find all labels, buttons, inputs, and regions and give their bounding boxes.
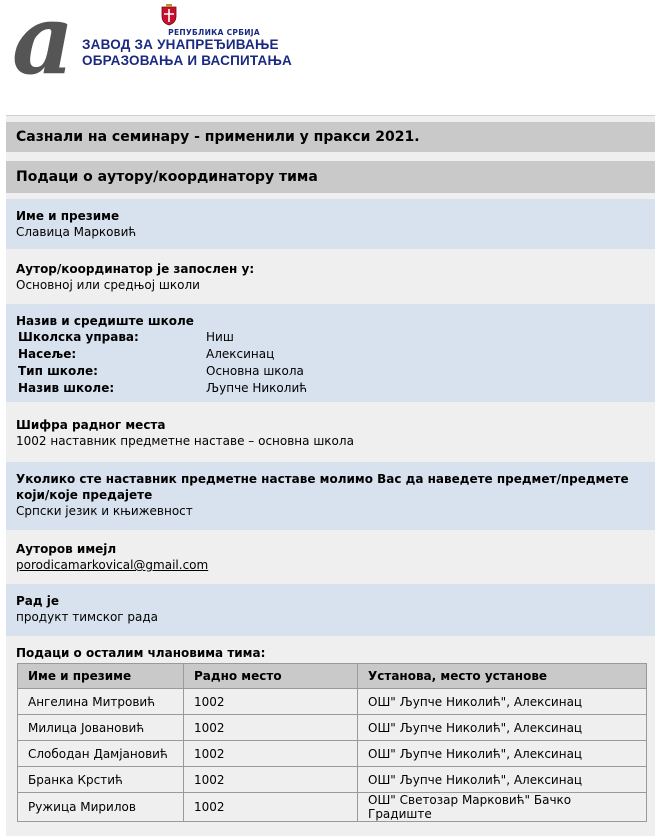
school-row-district — [16, 329, 645, 346]
member-position: 1002 — [184, 741, 358, 767]
email-block — [6, 532, 655, 582]
header-position: Радно место — [184, 664, 358, 689]
member-name: Бранка Крстић — [18, 767, 184, 793]
name-block — [6, 199, 655, 249]
member-institution: ОШ" Љупче Николић", Алексинац — [358, 689, 647, 715]
position-code-block — [6, 408, 655, 458]
header-name: Име и презиме — [18, 664, 184, 689]
logo-title-line-1: ЗАВОД ЗА УНАПРЕЂИВАЊЕ — [82, 37, 279, 52]
member-name: Ружица Мирилов — [18, 793, 184, 822]
district-value: Ниш — [206, 330, 234, 344]
member-name: Милица Јовановић — [18, 715, 184, 741]
work-type-block — [6, 584, 655, 636]
coat-of-arms-icon — [160, 4, 178, 26]
table-row — [18, 741, 647, 767]
page-title: Сазнали на семинару - применили у пракси 2021. — [6, 122, 655, 152]
email-label: Ауторов имејл — [16, 542, 117, 556]
district-label: Школска управа: — [18, 330, 139, 344]
settlement-value: Алексинац — [206, 347, 275, 361]
logo-letter: a — [12, 0, 71, 96]
school-row-type — [16, 363, 645, 380]
subject-block — [6, 462, 655, 530]
school-row-settlement — [16, 346, 645, 363]
work-type-value: продукт тимског рада — [16, 610, 159, 624]
email-link[interactable]: porodicamarkovical@gmail.com — [16, 558, 209, 572]
name-value: Славица Марковић — [16, 225, 137, 239]
header — [0, 0, 661, 100]
employment-label: Аутор/координатор је запослен у: — [16, 262, 255, 276]
position-code-label: Шифра радног места — [16, 418, 166, 432]
table-row — [18, 689, 647, 715]
members-title: Подаци о осталим члановима тима: — [16, 646, 266, 660]
school-type-value: Основна школа — [206, 364, 304, 378]
settlement-label: Насеље: — [18, 347, 77, 361]
member-name: Слободан Дамјановић — [18, 741, 184, 767]
member-position: 1002 — [184, 689, 358, 715]
school-row-name — [16, 380, 645, 397]
school-name-value: Љупче Николић — [206, 381, 308, 395]
member-name: Ангелина Митровић — [18, 689, 184, 715]
employment-block — [6, 252, 655, 302]
school-label: Назив и средиште школе — [16, 314, 194, 328]
member-institution: ОШ" Светозар Марковић" Бачко Градиште — [358, 793, 647, 822]
subject-value: Српски језик и књижевност — [16, 504, 193, 518]
member-institution: ОШ" Љупче Николић", Алексинац — [358, 715, 647, 741]
member-institution: ОШ" Љупче Николић", Алексинац — [358, 741, 647, 767]
members-table-header — [18, 664, 647, 689]
position-code-value: 1002 наставник предметне наставе – основна школа — [16, 434, 354, 448]
logo-republic-text: РЕПУБЛИКА СРБИЈА — [168, 28, 260, 37]
table-row — [18, 793, 647, 822]
work-type-label: Рад је — [16, 594, 60, 608]
member-position: 1002 — [184, 767, 358, 793]
member-position: 1002 — [184, 793, 358, 822]
subject-label: Уколико сте наставник предметне наставе молимо Вас да наведете предмет/предмете који/које предајете — [16, 472, 629, 502]
logo-title-line-2: ОБРАЗОВАЊА И ВАСПИТАЊА — [82, 53, 292, 68]
employment-value: Основној или средњој школи — [16, 278, 200, 292]
school-type-label: Тип школе: — [18, 364, 98, 378]
table-row — [18, 715, 647, 741]
header-institution: Установа, место установе — [358, 664, 647, 689]
form-frame — [6, 115, 655, 836]
members-table — [17, 663, 647, 822]
table-row — [18, 767, 647, 793]
school-block — [6, 304, 655, 402]
name-label: Име и презиме — [16, 209, 120, 223]
school-name-label: Назив школе: — [18, 381, 115, 395]
member-institution: ОШ" Љупче Николић", Алексинац — [358, 767, 647, 793]
section-title: Подаци о аутору/координатору тима — [6, 161, 655, 193]
member-position: 1002 — [184, 715, 358, 741]
